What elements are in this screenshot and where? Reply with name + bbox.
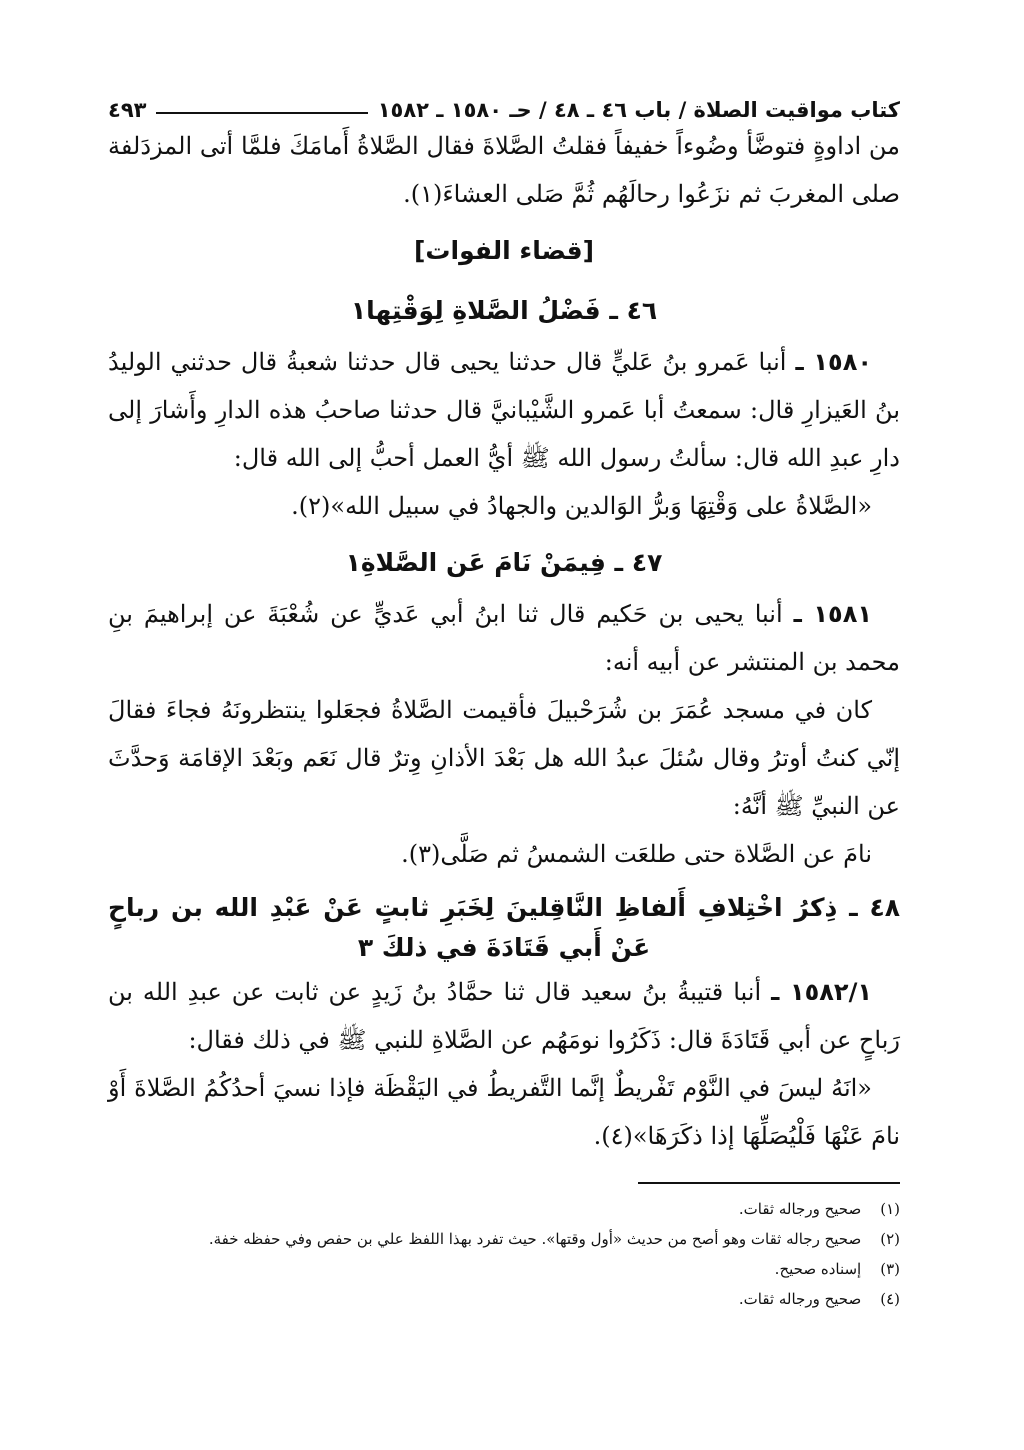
hadith-1582-quote: «انَهُ ليسَ في النَّوْم تَفْريطٌ إنَّما التَّفريطُ في اليَقْظَة فإذا نسيَ أحدُكُمُ الصَّلاةَ أَوْ نامَ عَنْهَا فَلْيُصَلِّهَا إذا ذكَرَهَا»(٤). [108,1074,900,1150]
footnote [108,1224,900,1254]
hadith-text: أنبا يحيى بن حَكيم قال ثنا ابنُ أبي عَديٍّ عن شُعْبَةَ عن إبراهيمَ بنِ محمد بن المنتشر عن أبيه أنه: [108,600,900,676]
footnote-number: (٣) [880,1260,900,1278]
section-title: [قضاء الفوات] [413,236,595,265]
page-number: ٤٩٣ [108,98,147,122]
footnote-text: إسناده صحيح. [774,1260,862,1278]
footnote [108,1284,900,1314]
chapter-48-title: ٤٨ ـ ذِكرُ اخْتِلافِ أَلفاظِ النَّاقِلينَ لِخَبَرِ ثابتٍ عَنْ عَبْدِ الله بن رباحٍ عَنْ أَبي قَتَادَةَ في ذلكَ ٣ [108,893,900,962]
chapter-46-title: ٤٦ ـ فَضْلُ الصَّلاةِ لِوَقْتِها١ [350,296,658,325]
footnote-text: صحيح ورجاله ثقات. [738,1290,862,1308]
intro-paragraph: من اداوةٍ فتوضَّأ وضُوءاً خفيفاً فقلتُ الصَّلاةَ فقال الصَّلاةُ أَمامَكَ فلمَّا أتى المزدَلفة صلى المغربَ ثم نزَعُوا رحالَهُم ثُمَّ صَلى العشاءَ(١). [108,132,900,208]
hadith-1581-body: كان في مسجد عُمَرَ بن شُرَحْبيلَ فأقيمت الصَّلاةُ فجعَلوا ينتظرونَهُ فجاءَ فقالَ إنّي كنتُ أوترُ وقال سُئلَ عبدُ الله هل بَعْدَ الأذانِ وِترٌ قال نَعَم وبَعْدَ الإقامَة وَحدَّثَ عن النبيِّ ﷺ أنَّهُ: [108,696,900,820]
footnote-text: صحيح رجاله ثقات وهو أصح من حديث «أول وقتها». حيث تفرد بهذا اللفظ علي بن حفص وفي حفظه خفة. [208,1230,862,1248]
hadith-1580-quote: «الصَّلاةُ على وَقْتِهَا وَبرُّ الوَالدين والجهادُ في سبيل الله»(٢). [291,492,872,520]
hadith-1582 [108,968,900,1064]
page [108,82,900,1314]
hadith-1581-quote: نامَ عن الصَّلاة حتى طلعَت الشمسُ ثم صَلَّى(٣). [401,840,872,868]
footnote-separator [638,1182,900,1184]
hadith-1580 [108,338,900,482]
hadith-number: ١٥٨٠ ـ [795,348,872,376]
header-rule [156,112,367,114]
footnote-number: (٤) [880,1290,900,1308]
hadith-number: ١٥٨١ ـ [793,600,872,628]
hadith-number: ١٥٨٢/١ ـ [771,978,872,1006]
hadith-text: أنبا عَمرو بنُ عَليٍّ قال حدثنا يحيى قال حدثنا شعبةُ قال حدثني الوليدُ بنُ العَيزارِ قال: سمعتُ أبا عَمرو الشَّيْبانيَّ قال حدثنا صاحبُ هذه الدارِ وأَشارَ إلى دارِ عبدِ الله قال: سألتُ رسول الله ﷺ أيُّ العمل أحبُّ إلى الله قال: [108,348,900,472]
running-header [108,82,900,122]
hadith-1581 [108,590,900,686]
footnotes [108,1194,900,1314]
footnote-number: (٢) [880,1230,900,1248]
chapter-47-title: ٤٧ ـ فِيمَنْ نَامَ عَن الصَّلاةِ١ [345,548,663,577]
header-title: كتاب مواقيت الصلاة / باب ٤٦ ـ ٤٨ / حـ ١٥٨٠ ـ ١٥٨٢ [377,98,900,122]
footnote [108,1194,900,1224]
footnote-number: (١) [880,1200,900,1218]
footnote-text: صحيح ورجاله ثقات. [738,1200,862,1218]
footnote [108,1254,900,1284]
hadith-text: أنبا قتيبةُ بنُ سعيد قال ثنا حمَّادُ بنُ زَيدٍ عن ثابت عن عبدِ الله بن رَباحٍ عن أبي قَتَادَةَ قال: ذَكَرُوا نومَهُم عن الصَّلاةِ للنبي ﷺ في ذلك فقال: [108,978,900,1054]
